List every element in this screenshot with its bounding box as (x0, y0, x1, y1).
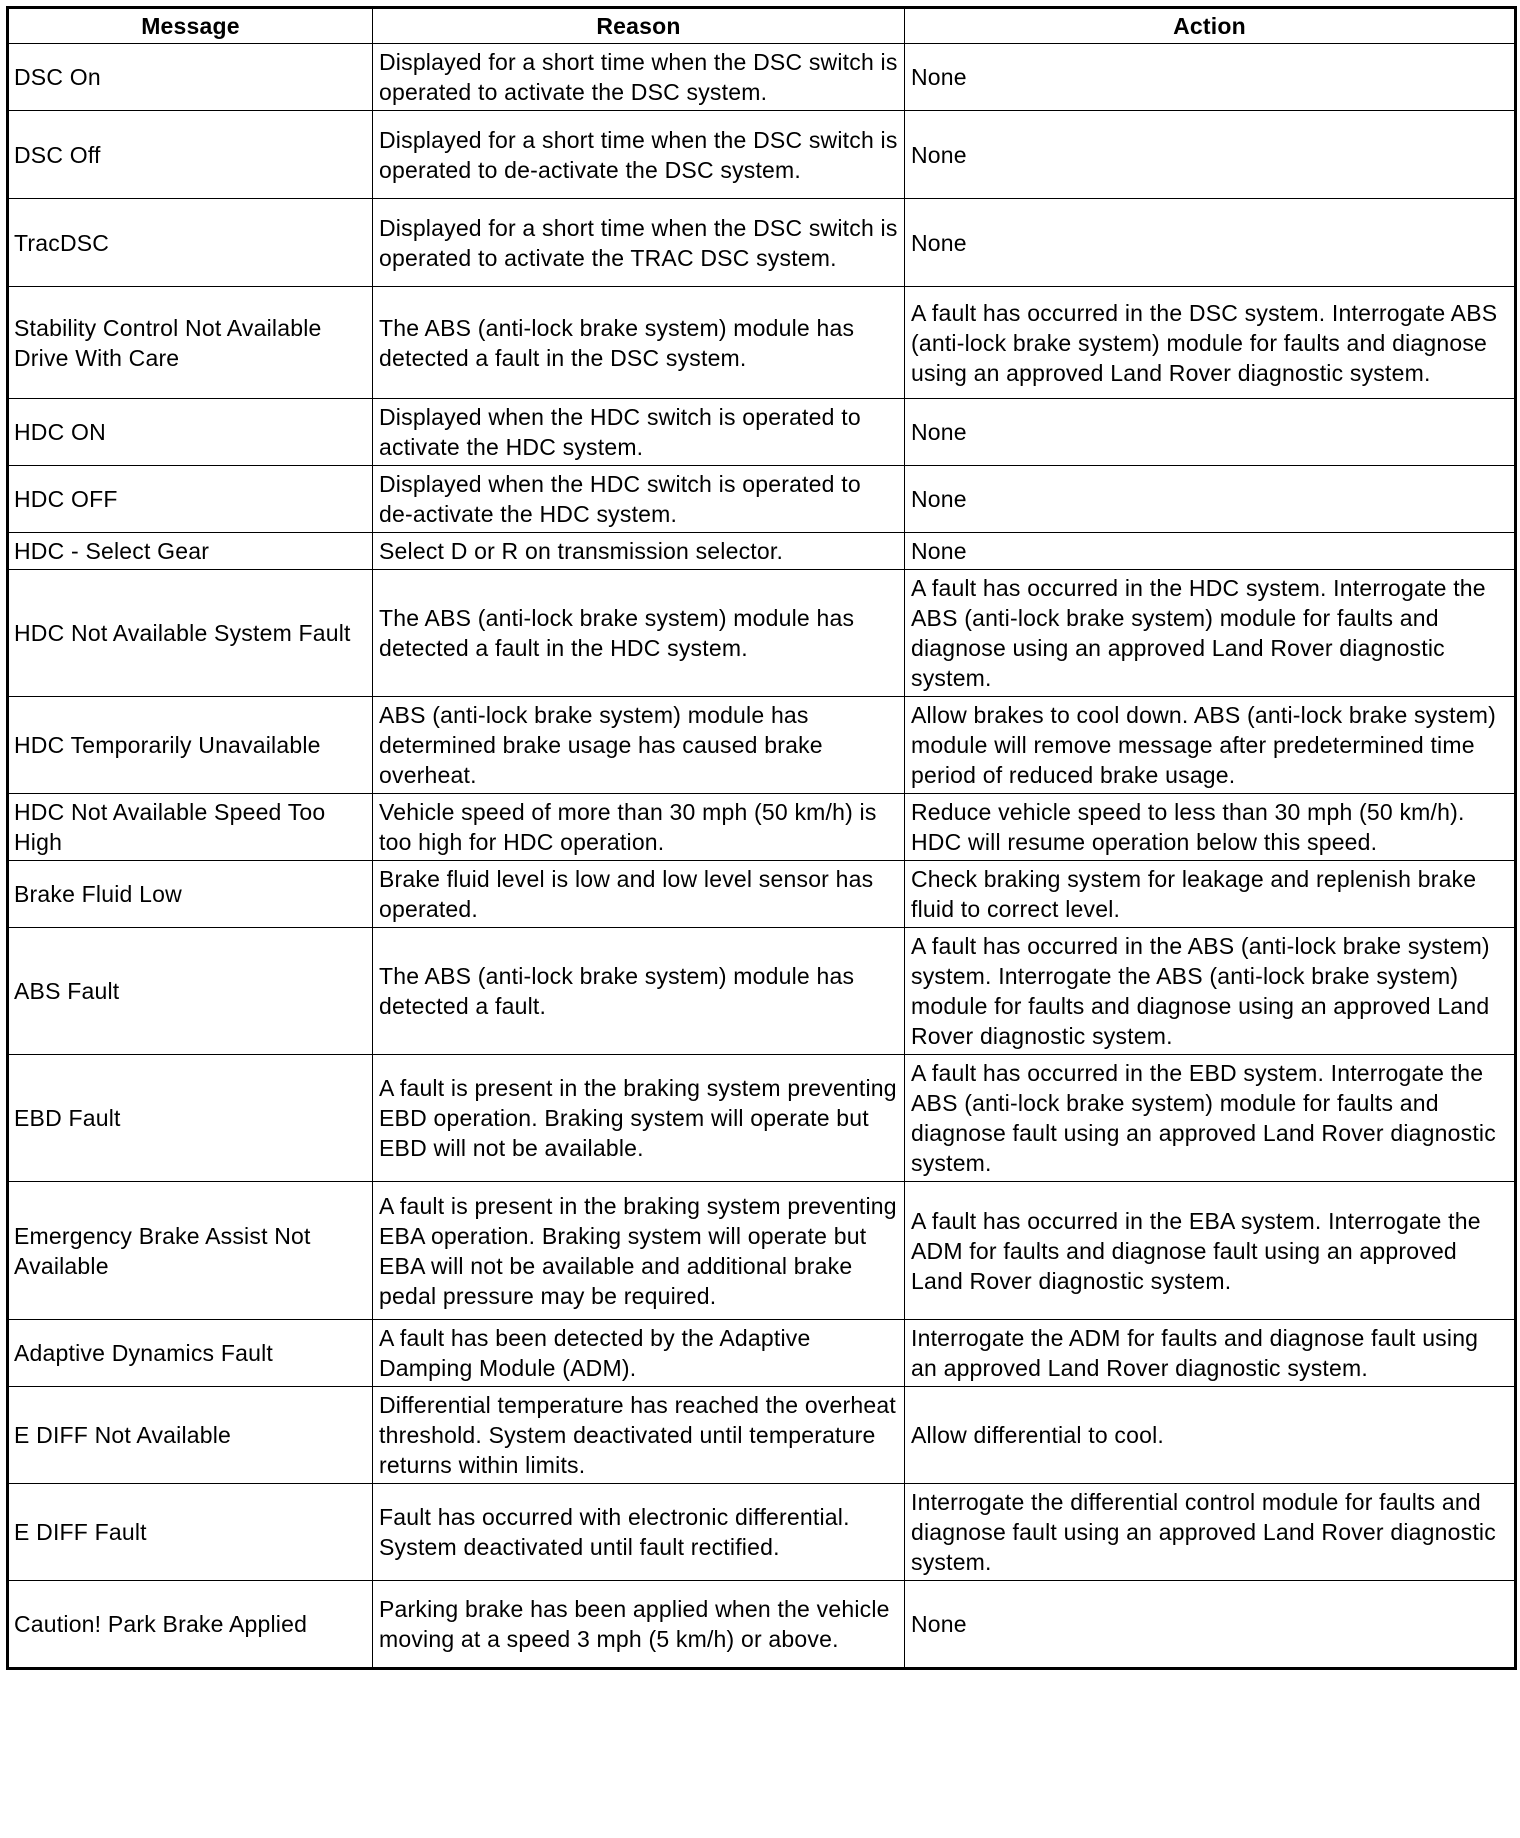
table-row (8, 1581, 1516, 1669)
cell-action: Check braking system for leakage and replenish brake fluid to correct level. (905, 861, 1516, 928)
table-row (8, 1387, 1516, 1484)
table-row (8, 199, 1516, 287)
cell-action: Interrogate the differential control module for faults and diagnose fault using an approved Land Rover diagnostic system. (905, 1484, 1516, 1581)
table-row (8, 861, 1516, 928)
cell-reason: Parking brake has been applied when the vehicle moving at a speed 3 mph (5 km/h) or above. (373, 1581, 905, 1669)
cell-action: None (905, 1581, 1516, 1669)
cell-reason: A fault is present in the braking system preventing EBD operation. Braking system will operate but EBD will not be available. (373, 1055, 905, 1182)
cell-action: None (905, 533, 1516, 570)
cell-reason: A fault has been detected by the Adaptive Damping Module (ADM). (373, 1320, 905, 1387)
table-row (8, 466, 1516, 533)
cell-message: HDC OFF (8, 466, 373, 533)
table-header (8, 8, 1516, 44)
cell-message: EBD Fault (8, 1055, 373, 1182)
cell-reason: ABS (anti-lock brake system) module has determined brake usage has caused brake overheat. (373, 697, 905, 794)
cell-action: A fault has occurred in the HDC system. Interrogate the ABS (anti-lock brake system) module for faults and diagnose using an approved Land Rover diagnostic system. (905, 570, 1516, 697)
cell-message: Caution! Park Brake Applied (8, 1581, 373, 1669)
cell-message: Stability Control Not Available Drive With Care (8, 287, 373, 399)
cell-reason: Displayed for a short time when the DSC switch is operated to activate the DSC system. (373, 44, 905, 111)
table-body (8, 44, 1516, 1669)
cell-reason: The ABS (anti-lock brake system) module has detected a fault in the DSC system. (373, 287, 905, 399)
cell-message: Emergency Brake Assist Not Available (8, 1182, 373, 1320)
message-table-container (6, 6, 1514, 1670)
cell-action: None (905, 111, 1516, 199)
cell-reason: Displayed when the HDC switch is operated to activate the HDC system. (373, 399, 905, 466)
cell-message: HDC ON (8, 399, 373, 466)
cell-reason: Fault has occurred with electronic differential. System deactivated until fault rectified. (373, 1484, 905, 1581)
cell-message: HDC - Select Gear (8, 533, 373, 570)
cell-message: HDC Temporarily Unavailable (8, 697, 373, 794)
table-row (8, 533, 1516, 570)
cell-action: Interrogate the ADM for faults and diagnose fault using an approved Land Rover diagnostic system. (905, 1320, 1516, 1387)
cell-message: E DIFF Not Available (8, 1387, 373, 1484)
cell-reason: Displayed for a short time when the DSC switch is operated to de-activate the DSC system. (373, 111, 905, 199)
header-reason: Reason (373, 8, 905, 44)
table-row (8, 794, 1516, 861)
table-row (8, 287, 1516, 399)
cell-message: DSC Off (8, 111, 373, 199)
table-row (8, 44, 1516, 111)
cell-message: DSC On (8, 44, 373, 111)
cell-reason: Vehicle speed of more than 30 mph (50 km/h) is too high for HDC operation. (373, 794, 905, 861)
cell-message: E DIFF Fault (8, 1484, 373, 1581)
cell-reason: Select D or R on transmission selector. (373, 533, 905, 570)
table-row (8, 1320, 1516, 1387)
cell-action: A fault has occurred in the ABS (anti-lock brake system) system. Interrogate the ABS (anti-lock brake system) module for faults and diagnose using an approved Land Rover diagnostic system. (905, 928, 1516, 1055)
cell-action: Allow differential to cool. (905, 1387, 1516, 1484)
cell-reason: The ABS (anti-lock brake system) module has detected a fault. (373, 928, 905, 1055)
cell-message: Brake Fluid Low (8, 861, 373, 928)
cell-action: None (905, 44, 1516, 111)
cell-action: None (905, 199, 1516, 287)
table-row (8, 111, 1516, 199)
cell-action: None (905, 399, 1516, 466)
cell-reason: Brake fluid level is low and low level sensor has operated. (373, 861, 905, 928)
cell-message: TracDSC (8, 199, 373, 287)
warning-messages-table (6, 6, 1517, 1670)
table-row (8, 1484, 1516, 1581)
cell-action: A fault has occurred in the EBA system. Interrogate the ADM for faults and diagnose fault using an approved Land Rover diagnostic system. (905, 1182, 1516, 1320)
table-row (8, 399, 1516, 466)
table-row (8, 928, 1516, 1055)
header-row (8, 8, 1516, 44)
cell-message: ABS Fault (8, 928, 373, 1055)
cell-action: None (905, 466, 1516, 533)
header-action: Action (905, 8, 1516, 44)
table-row (8, 570, 1516, 697)
header-message: Message (8, 8, 373, 44)
table-row (8, 1182, 1516, 1320)
cell-reason: A fault is present in the braking system preventing EBA operation. Braking system will operate but EBA will not be available and additional brake pedal pressure may be required. (373, 1182, 905, 1320)
cell-reason: Differential temperature has reached the overheat threshold. System deactivated until temperature returns within limits. (373, 1387, 905, 1484)
cell-reason: The ABS (anti-lock brake system) module has detected a fault in the HDC system. (373, 570, 905, 697)
cell-message: HDC Not Available System Fault (8, 570, 373, 697)
cell-reason: Displayed when the HDC switch is operated to de-activate the HDC system. (373, 466, 905, 533)
table-row (8, 697, 1516, 794)
cell-action: Allow brakes to cool down. ABS (anti-lock brake system) module will remove message after predetermined time period of reduced brake usage. (905, 697, 1516, 794)
cell-reason: Displayed for a short time when the DSC switch is operated to activate the TRAC DSC system. (373, 199, 905, 287)
cell-action: A fault has occurred in the EBD system. Interrogate the ABS (anti-lock brake system) module for faults and diagnose fault using an approved Land Rover diagnostic system. (905, 1055, 1516, 1182)
cell-message: Adaptive Dynamics Fault (8, 1320, 373, 1387)
table-row (8, 1055, 1516, 1182)
cell-action: A fault has occurred in the DSC system. Interrogate ABS (anti-lock brake system) module for faults and diagnose using an approved Land Rover diagnostic system. (905, 287, 1516, 399)
cell-message: HDC Not Available Speed Too High (8, 794, 373, 861)
cell-action: Reduce vehicle speed to less than 30 mph (50 km/h). HDC will resume operation below this speed. (905, 794, 1516, 861)
